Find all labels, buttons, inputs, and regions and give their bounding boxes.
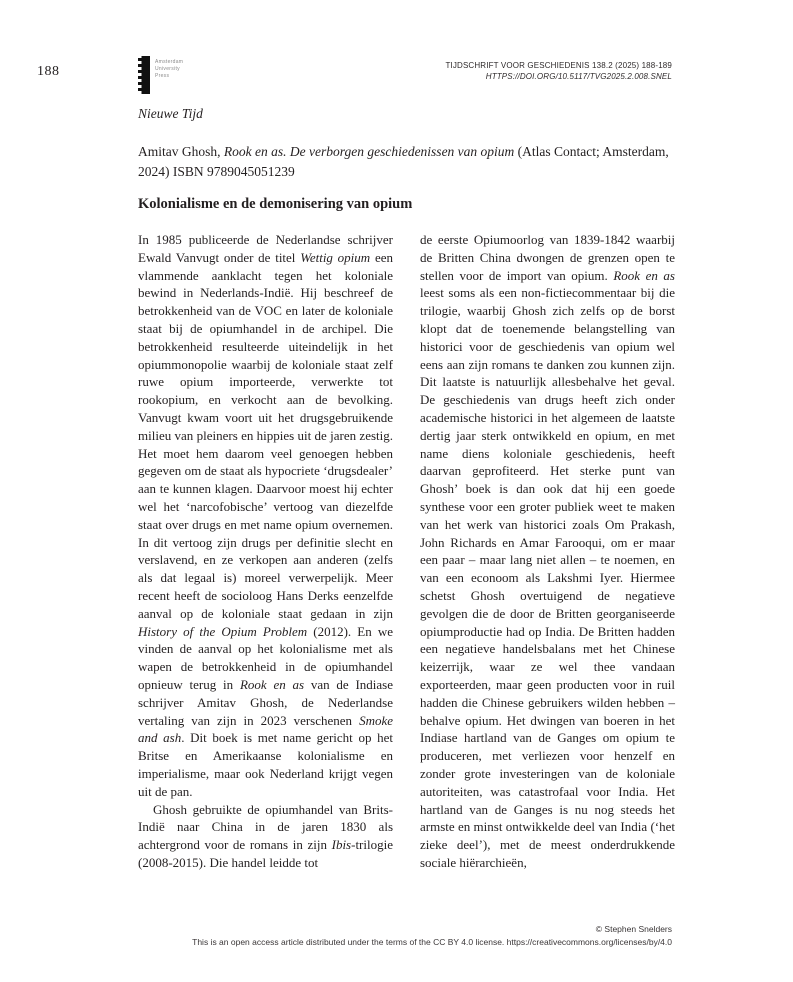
page-number: 188 [37,64,60,79]
section-label: Nieuwe Tijd [138,106,203,121]
aup-book-spine-icon [138,56,150,99]
article-body [138,231,675,872]
journal-issue-line: TIJDSCHRIFT VOOR GESCHIEDENIS 138.2 (2025) 188-189 [445,61,672,70]
doi-line: HTTPS://DOI.ORG/10.5117/TVG2025.2.008.SNEL [485,72,672,81]
journal-header [445,60,672,82]
body-column-left [138,231,393,872]
license-line: This is an open access article distributed under the terms of the CC BY 4.0 license. https://creativecommons.org/licenses/by/4.0 [192,937,672,947]
copyright-line: © Stephen Snelders [595,924,672,934]
body-column-right [420,231,675,872]
paragraph: de eerste Opiumoorlog van 1839-1842 waarbij de Britten China dwongen de grenzen open te stellen voor de import van opium. Rook en as leest soms als een non-fictiecommentaar bij die trilogie, waarbij Ghosh zich zelfs op de borst klopt dat de toenemende belangstelling van historici voor de geschiedenis van opium wel eens aan zijn romans te danken zou kunnen zijn. Dit laatste is natuurlijk allesbehalve het geval. De geschiedenis van drugs heeft zich onder academische historici in het algemeen de laatste dertig jaar sterk ontwikkeld en opium, en met name diens koloniale geschiedenis, heeft daarvan geprofiteerd. Het sterke punt van Ghosh’ boek is dan ook dat hij een goede synthese voor een groter publiek weet te maken van het werk van historici zoals Om Prakash, John Richards en Amar Farooqui, om er maar een paar – maar lang niet allen – te noemen, en van een econoom als Lakshmi Iyer. Hiermee schetst Ghosh overtuigend de negatieve gevolgen die de door de Britten georganiseerde opiumproductie had op India. De Britten hadden een negatieve handelsbalans met het Chinese keizerrijk, waar ze wel thee vandaan exporteerden, maar geen producten voor in ruil hadden die Chinese gebruikers wilden hebben – behalve opium. Het dwingen van boeren in het Indiase hartland van de Ganges om opium te produceren, met verliezen voor henzelf en zonder grote investeringen van de koloniale autoriteiten, was catastrofaal voor India. Het hartland van de Ganges is nu nog steeds het armste en minst ontwikkelde deel van India (‘het zieke deel’), met de meest onderdrukkende sociale hiërarchieën, [420,232,675,870]
article-title: Kolonialisme en de demonisering van opium [138,196,413,212]
paragraph: Ghosh gebruikte de opiumhandel van Brits-Indië naar China in de jaren 1830 als achtergrond voor de romans in zijn Ibis-trilogie (2008-2015). Die handel leidde tot [138,801,393,870]
book-citation: Amitav Ghosh, Rook en as. De verborgen geschiedenissen van opium (Atlas Contact; Amsterdam, 2024) ISBN 9789045051239 [138,144,669,179]
publisher-name: Amsterdam University Press [155,59,184,79]
page-footer [192,923,672,949]
publisher-logo [138,56,183,99]
paragraph: In 1985 publiceerde de Nederlandse schrijver Ewald Vanvugt onder de titel Wettig opium een vlammende aanklacht tegen het koloniale bewind in Nederlands-Indië. Hij beschreef de betrokkenheid van de VOC en later de koloniale staat bij de opiumhandel in de archipel. Die betrokkenheid resulteerde uiteindelijk in het opiummonopolie waarbij de koloniale staat zelf ruwe opium importeerde, verwerkte tot rookopium, en verkocht aan de bevolking. Vanvugt kwam voort uit het drugsgebruikende milieu van pleiners en hippies uit de jaren zestig. Het moet hem daarom veel genoegen hebben gegeven om de staat als hypocriete ‘drugsdealer’ aan te kunnen klagen. Daarvoor moest hij echter wel het ‘narcofobische’ vertoog van diezelfde staat over drugs en met name opium overnemen. In dit vertoog zijn drugs per definitie slecht en verslavend, en ze verkopen aan anderen (zelfs als dat legaal is) moreel verwerpelijk. Meer recent heeft de socioloog Hans Derks eenzelfde aanval op de koloniale staat gedaan in zijn History of the Opium Problem (2012). En we vinden de aanval op het kolonialisme met als wapen de betrokkenheid in de opiumhandel opnieuw terug in Rook en as van de Indiase schrijver Amitav Ghosh, de Nederlandse vertaling van zijn in 2023 verschenen Smoke and ash. Dit boek is met name gericht op het Britse en Amerikaanse kolonialisme en imperialisme, maar ook Nederland krijgt vegen uit de pan. [138,232,393,799]
